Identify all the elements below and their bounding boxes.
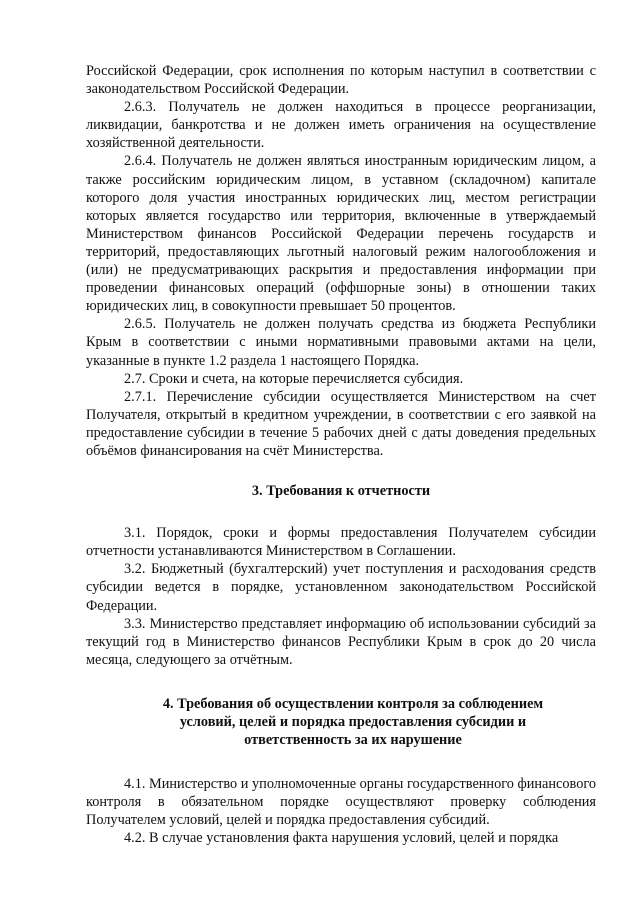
paragraph-2-6-4: 2.6.4. Получатель не должен являться иностранным юридическим лицом, а также российским юридическим лицом, в уставном (складочном) капитале которого доля участия иностранных юридических лиц, местом регистрации которых является государство или территория, включенные в утверждаемый Министерством финансов Российской Федерации перечень государств и территорий, предоставляющих льготный налоговый режим налогообложения и (или) не предусматривающих раскрытия и предоставления информации при проведении финансовых операций (оффшорные зоны) в отношении таких юридических лиц, в совокупности превышает 50 процентов. bbox=[86, 153, 596, 315]
paragraph-2-6-3: 2.6.3. Получатель не должен находиться в процессе реорганизации, ликвидации, банкротства и не должен иметь ограничения на осуществление хозяйственной деятельности. bbox=[86, 99, 596, 152]
paragraph-2-7: 2.7. Сроки и счета, на которые перечисляется субсидия. bbox=[124, 370, 464, 387]
paragraph-2-7-1: 2.7.1. Перечисление субсидии осуществляется Министерством на счет Получателя, открытый в кредитном учреждении, в соответствии с его заявкой на предоставление субсидии в течение 5 рабочих дней с даты доведения предельных объёмов финансирования на счёт Министерства. bbox=[86, 388, 596, 459]
paragraph-3-1: 3.1. Порядок, сроки и формы предоставления Получателем субсидии отчетности устанавливаются Министерством в Соглашении. bbox=[86, 525, 596, 560]
paragraph-4-1: 4.1. Министерство и уполномоченные органы государственного финансового контроля в обязательном порядке осуществляют проверку соблюдения Получателем условий, целей и порядка предоставления субсидий. bbox=[86, 776, 596, 829]
section-4-heading bbox=[86, 695, 596, 749]
paragraph-2-6-5: 2.6.5. Получатель не должен получать средства из бюджета Республики Крым в соответствии с иными нормативными правовыми актами на цели, указанные в пункте 1.2 раздела 1 настоящего Порядка. bbox=[86, 316, 596, 369]
document-page bbox=[86, 62, 596, 848]
section-4-heading-line-3: ответственность за их нарушение bbox=[244, 732, 462, 749]
paragraph-continuation: Российской Федерации, срок исполнения по которым наступил в соответствии с законодательством Российской Федерации. bbox=[86, 63, 596, 98]
paragraph-3-3: 3.3. Министерство представляет информацию об использовании субсидий за текущий год в Министерство финансов Республики Крым в срок до 20 числа месяца, следующего за отчётным. bbox=[86, 615, 596, 668]
paragraph-3-2: 3.2. Бюджетный (бухгалтерский) учет поступления и расходования средств субсидии ведется в порядке, установленном законодательством Российской Федерации. bbox=[86, 561, 596, 614]
section-4-heading-line-1: 4. Требования об осуществлении контроля за соблюдением bbox=[162, 695, 544, 712]
paragraph-4-2: 4.2. В случае установления факта нарушения условий, целей и порядка bbox=[124, 830, 559, 847]
section-4-heading-line-2: условий, целей и порядка предоставления субсидии и bbox=[179, 714, 527, 730]
section-3-heading: 3. Требования к отчетности bbox=[251, 483, 431, 500]
